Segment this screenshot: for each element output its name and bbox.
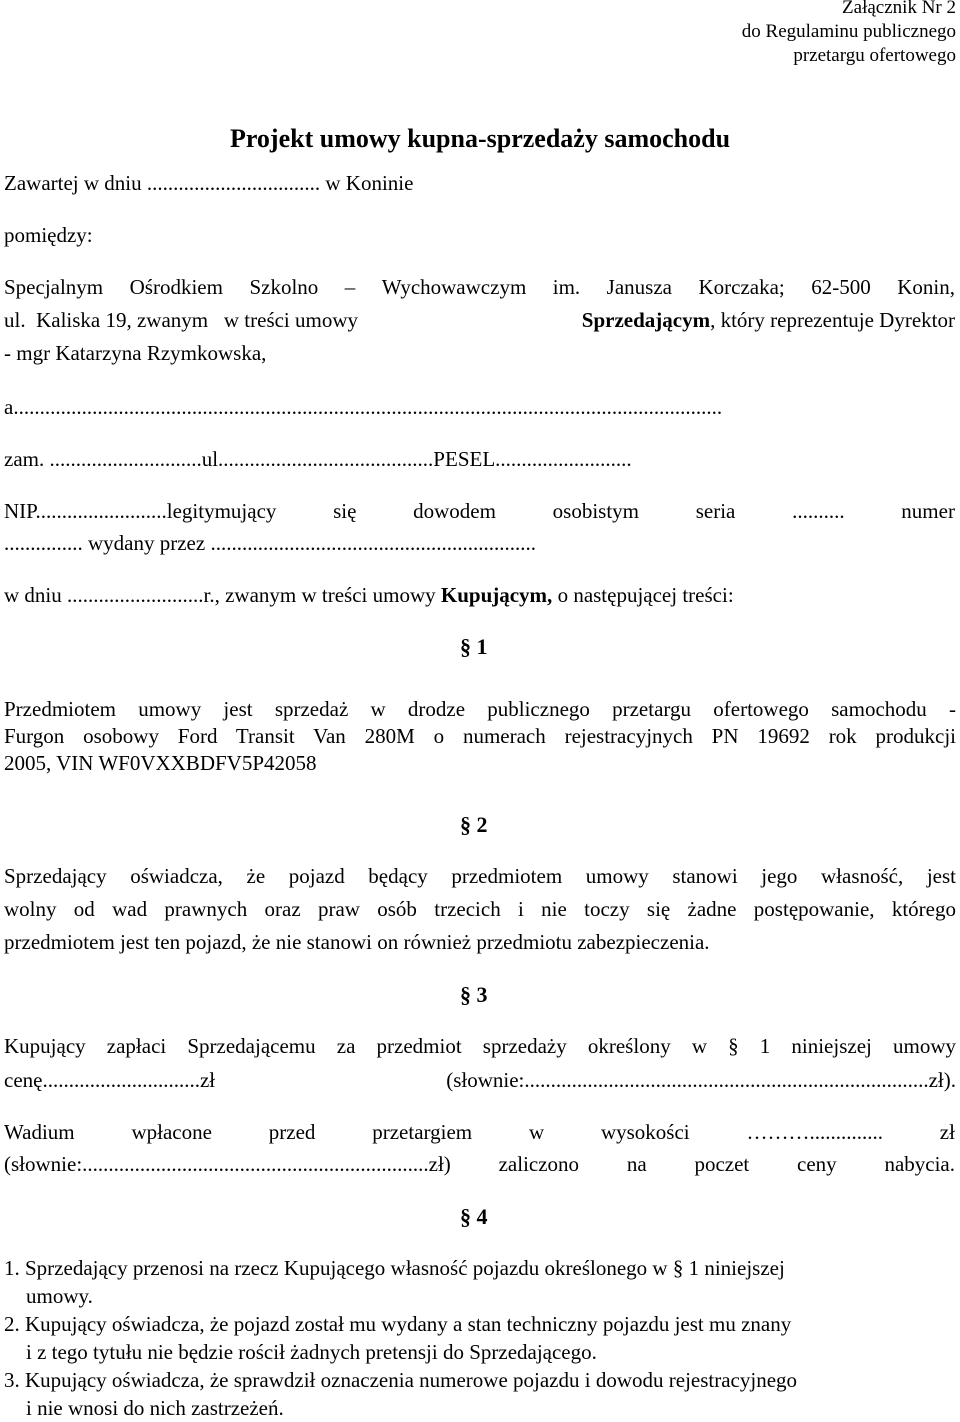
wadium-line-word: przetargiem <box>372 1120 473 1144</box>
section-1-line: Furgon osobowy Ford Transit Van 280M o numerach rejestracyjnych PN 19692 rok produkcji <box>4 724 956 748</box>
header-line-2: do Regulaminu publicznego <box>741 21 956 42</box>
section-4-item-2 <box>4 1310 955 1366</box>
item-line: 1. Sprzedający przenosi na rzecz Kupującego własność pojazdu określonego w § 1 niniejszej <box>4 1256 785 1280</box>
wadium-line-word: w <box>528 1120 545 1144</box>
section-1-text <box>4 695 956 780</box>
section-2-line: Sprzedający oświadcza, że pojazd będący przedmiotem umowy stanowi jego własność, jest <box>4 864 956 888</box>
seller-line-2 <box>4 306 955 334</box>
attachment-header <box>742 0 956 68</box>
between-label: pomiędzy: <box>4 223 93 247</box>
header-line-3: przetargu ofertowego <box>793 45 956 66</box>
section-2-line: wolny od wad prawnych oraz praw osób trzecich i nie toczy się żadne postępowanie, którego <box>4 897 956 921</box>
wadium-line-word: Wadium <box>4 1120 75 1144</box>
seller-representative: - mgr Katarzyna Rzymkowska, <box>4 341 267 365</box>
section-3-heading: § 3 <box>460 982 488 1007</box>
seller-line-1-word: Ośrodkiem <box>129 275 223 299</box>
header-line-1: Załącznik Nr 2 <box>842 0 956 18</box>
wadium-line-word: ……….............. <box>746 1120 883 1144</box>
section-2-text <box>4 862 956 959</box>
section-1-line: Przedmiotem umowy jest sprzedaż w drodze publicznego przetargu ofertowego samochodu - <box>4 697 956 721</box>
buyer-issued-line: ............... wydany przez .............................................................. <box>4 531 536 555</box>
seller-line-2-b: , który reprezentuje Dyrektor <box>710 308 955 332</box>
seller-role: Sprzedającym <box>581 308 711 332</box>
section-3-line: Kupujący zapłaci Sprzedającemu za przedmiot sprzedaży określony w § 1 niniejszej umowy <box>4 1034 956 1058</box>
seller-line-2-a: ul. Kaliska 19, zwanym w treści umowy <box>4 308 364 332</box>
section-4-item-1 <box>4 1254 955 1310</box>
seller-line-1-word: im. <box>552 275 581 299</box>
item-line: i z tego tytułu nie będzie rościł żadnych pretensji do Sprzedającego. <box>26 1340 597 1364</box>
buyer-role: Kupującym, <box>440 583 553 607</box>
nip-line-word: dowodem <box>413 499 496 523</box>
buyer-address-line: zam. .............................ul.........................................PESEL.......................... <box>4 447 632 471</box>
section-4-heading: § 4 <box>460 1204 488 1229</box>
section-1-line: 2005, VIN WF0VXXBDFV5P42058 <box>4 751 317 775</box>
buyer-name-line: a....................................................................................................................................... <box>4 395 723 419</box>
wadium-line-2: (słownie:..................................................................zł) zaliczono na poczet ceny nabycia. <box>4 1152 955 1176</box>
nip-line-word: seria <box>695 499 736 523</box>
item-line: i nie wnosi do nich zastrzeżeń. <box>26 1396 284 1420</box>
nip-line-word: numer <box>901 499 955 523</box>
seller-line-1-word: Konin, <box>897 275 955 299</box>
section-2-line: przedmiotem jest ten pojazd, że nie stanowi on również przedmiotu zabezpieczenia. <box>4 930 710 954</box>
seller-line-1-word: Janusza <box>606 275 672 299</box>
nip-line-word: osobistym <box>552 499 640 523</box>
document-title: Projekt umowy kupna-sprzedaży samochodu <box>229 124 731 153</box>
seller-line-1-word: Szkolno <box>249 275 319 299</box>
section-1-heading: § 1 <box>460 634 488 659</box>
wadium-line-word: przed <box>268 1120 316 1144</box>
wadium-line-word: wysokości <box>600 1120 690 1144</box>
seller-line-1-word: Wychowawczym <box>381 275 527 299</box>
buyer-date-a: w dniu ..........................r., zwanym w treści umowy <box>4 583 441 607</box>
seller-line-1-word: 62-500 <box>811 275 871 299</box>
item-line: 3. Kupujący oświadcza, że sprawdził oznaczenia numerowe pojazdu i dowodu rejestracyjnego <box>4 1368 798 1392</box>
seller-line-1-word: Korczaka; <box>698 275 785 299</box>
section-3-line: cenę..............................zł (słownie:.............................................................................zł). <box>4 1068 956 1092</box>
item-line: 2. Kupujący oświadcza, że pojazd został mu wydany a stan techniczny pojazdu jest mu znany <box>4 1312 792 1336</box>
seller-line-1 <box>4 273 955 301</box>
seller-line-1-word: Specjalnym <box>4 275 104 299</box>
section-2-heading: § 2 <box>460 812 488 837</box>
wadium-line-word: wpłacone <box>131 1120 212 1144</box>
buyer-date-b: o następującej treści: <box>552 583 734 607</box>
section-4-item-3 <box>4 1366 955 1422</box>
nip-line-word: .......... <box>792 499 845 523</box>
nip-line-word: NIP.........................legitymujący <box>4 499 277 523</box>
item-line: umowy. <box>26 1284 93 1308</box>
intro-date-line: Zawartej w dniu ................................. w Koninie <box>4 171 414 195</box>
buyer-nip-line <box>4 497 955 525</box>
seller-line-1-word: – <box>344 275 356 299</box>
wadium-line-word: zł <box>939 1120 955 1144</box>
wadium-line-1 <box>4 1118 955 1146</box>
buyer-date-line <box>4 581 734 609</box>
nip-line-word: się <box>333 499 357 523</box>
section-3-text <box>4 1032 956 1097</box>
